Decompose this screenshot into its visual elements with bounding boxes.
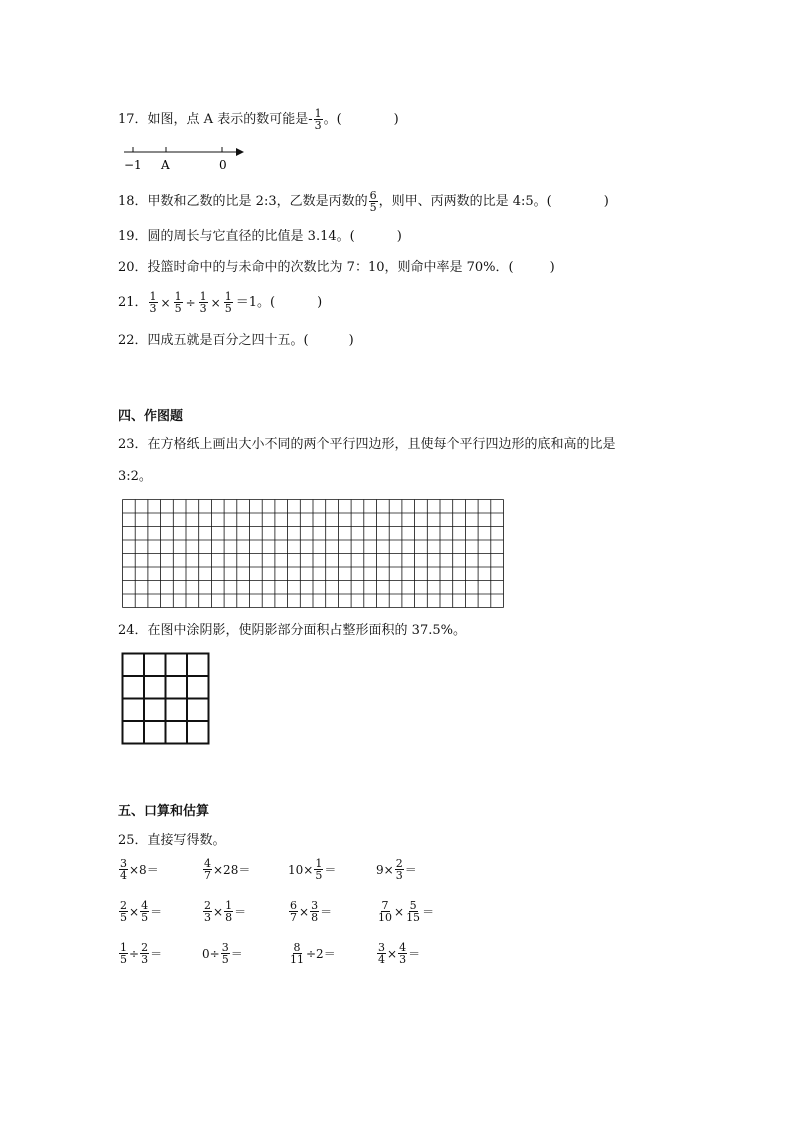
denominator: 11 <box>290 953 304 966</box>
denominator: 5 <box>315 869 323 882</box>
denominator: 5 <box>221 953 229 966</box>
calc-item <box>202 900 246 923</box>
denominator: 8 <box>225 911 233 924</box>
fraction <box>140 942 149 965</box>
label-0: 0 <box>219 158 227 172</box>
paren-close: ) <box>393 111 399 127</box>
numerator: 3 <box>311 899 319 912</box>
question-text-end: ，则甲、丙两数的比是 4:5。( <box>378 193 552 209</box>
calc-text: ×28＝ <box>213 863 251 877</box>
denominator: 3 <box>204 911 211 924</box>
numerator: 1 <box>315 857 323 870</box>
calc-text: × <box>129 904 140 919</box>
calc-text: ＝ <box>150 947 163 961</box>
numerator: 1 <box>314 107 322 120</box>
paren-close: ) <box>317 294 323 310</box>
numerator: 5 <box>409 899 417 912</box>
calc-text: ＝ <box>230 947 243 961</box>
fraction <box>405 900 421 923</box>
denominator: 5 <box>120 953 127 966</box>
denominator: 3 <box>314 119 322 132</box>
question-19 <box>118 228 402 246</box>
calc-text: ＝ <box>324 863 337 877</box>
fraction <box>203 900 212 923</box>
calc-text: × <box>394 904 405 919</box>
numerator: 4 <box>204 857 211 870</box>
denominator: 5 <box>120 911 127 924</box>
numerator: 2 <box>120 899 127 912</box>
calc-text: 0÷ <box>202 946 220 961</box>
denominator: 5 <box>369 201 377 214</box>
calc-item <box>288 942 336 965</box>
shading-grid[interactable] <box>121 652 211 746</box>
question-text: 18．甲数和乙数的比是 2:3，乙数是丙数的 <box>118 193 368 209</box>
label-a: A <box>161 158 170 172</box>
fraction <box>395 858 404 881</box>
fraction <box>119 942 128 965</box>
calc-item <box>376 858 417 881</box>
section-title-5: 五、口算和估算 <box>118 804 210 819</box>
denominator: 3 <box>199 302 207 315</box>
denominator: 3 <box>149 302 157 315</box>
denominator: 7 <box>204 869 211 882</box>
question-text: 19．圆的周长与它直径的比值是 3.14。( <box>118 229 355 244</box>
fraction <box>140 900 149 923</box>
denominator: 7 <box>290 911 297 924</box>
fraction <box>174 291 183 314</box>
operator: × <box>210 295 221 310</box>
fraction <box>314 108 323 131</box>
numerator: 1 <box>149 290 157 303</box>
calc-text: × <box>299 904 310 919</box>
question-text-end: ＝1。( <box>235 294 276 310</box>
question-23-line1: 23．在方格纸上画出大小不同的两个平行四边形，且使每个平行四边形的底和高的比是 <box>118 437 616 452</box>
fraction <box>289 900 298 923</box>
numerator: 1 <box>225 899 233 912</box>
numerator: 4 <box>141 899 149 912</box>
calc-text: ×8＝ <box>129 863 159 877</box>
denominator: 3 <box>399 953 407 966</box>
question-24: 24．在图中涂阴影，使阴影部分面积占整形面积的 37.5%。 <box>118 623 466 638</box>
denominator: 3 <box>395 869 403 882</box>
question-21 <box>118 291 322 314</box>
denominator: 8 <box>311 911 319 924</box>
calc-item <box>376 900 434 923</box>
question-text: 22．四成五就是百分之四十五。( <box>118 333 309 348</box>
fraction <box>221 942 230 965</box>
numerator: 1 <box>199 290 207 303</box>
question-17 <box>118 108 399 131</box>
fraction <box>119 900 128 923</box>
calc-text: ÷ <box>129 946 140 961</box>
numerator: 1 <box>174 290 182 303</box>
denominator: 4 <box>120 869 127 882</box>
fraction <box>377 900 393 923</box>
numerator: 2 <box>395 857 403 870</box>
question-25: 25．直接写得数。 <box>118 833 226 848</box>
denominator: 5 <box>141 911 149 924</box>
operator: × <box>160 295 171 310</box>
numerator: 6 <box>290 899 297 912</box>
number-line <box>118 140 248 174</box>
numerator: 6 <box>369 189 377 202</box>
numerator: 3 <box>378 941 385 954</box>
fraction <box>289 942 305 965</box>
calc-item <box>202 858 250 881</box>
calc-item <box>376 942 420 965</box>
fraction <box>199 291 208 314</box>
fraction <box>224 900 233 923</box>
paren-close: ) <box>603 193 609 209</box>
calc-text: ＝ <box>408 947 421 961</box>
denominator: 15 <box>406 911 421 924</box>
fraction <box>377 942 386 965</box>
denominator: 4 <box>378 953 385 966</box>
fraction <box>314 858 323 881</box>
question-23-line2: 3:2。 <box>118 469 152 484</box>
calc-text: × <box>213 904 224 919</box>
calc-text: ＝ <box>404 863 417 877</box>
numerator: 3 <box>221 941 229 954</box>
question-text-end: 。( <box>323 111 342 127</box>
fraction <box>224 291 233 314</box>
fraction <box>119 858 128 881</box>
question-20 <box>118 259 555 277</box>
numerator: 1 <box>120 941 127 954</box>
numerator: 7 <box>381 899 389 912</box>
calc-item <box>118 942 162 965</box>
calc-item <box>202 942 243 965</box>
denominator: 3 <box>141 953 149 966</box>
calc-text: ＝ <box>320 905 333 919</box>
calc-text: ＝ <box>150 905 163 919</box>
denominator: 5 <box>174 302 182 315</box>
label-neg1: −1 <box>124 158 142 172</box>
fraction <box>398 942 407 965</box>
calc-text: ＝ <box>422 905 435 919</box>
question-number: 21． <box>118 294 148 310</box>
numerator: 2 <box>204 899 211 912</box>
numerator: 3 <box>120 857 127 870</box>
calc-text: 9× <box>376 862 394 877</box>
calc-item <box>118 858 159 881</box>
numerator: 2 <box>141 941 149 954</box>
fraction <box>203 858 212 881</box>
denominator: 5 <box>224 302 232 315</box>
calc-text: × <box>387 946 398 961</box>
numerator: 8 <box>293 941 301 954</box>
numerator: 1 <box>224 290 232 303</box>
numerator: 4 <box>399 941 407 954</box>
calc-text: 10× <box>288 862 314 877</box>
operator: ÷ <box>185 295 196 310</box>
question-text: 如图，点 A 表示的数可能是- <box>147 111 313 127</box>
question-18 <box>118 190 609 213</box>
paren-close: ) <box>348 333 354 348</box>
fraction <box>369 190 378 213</box>
calc-text: ÷2＝ <box>306 947 336 961</box>
fraction <box>149 291 158 314</box>
grid-paper[interactable] <box>122 499 506 610</box>
section-title-4: 四、作图题 <box>118 409 184 424</box>
calc-item <box>288 900 332 923</box>
question-text: 20．投篮时命中的与未命中的次数比为 7：10，则命中率是 70%．( <box>118 260 514 275</box>
question-number: 17． <box>118 111 148 127</box>
fraction <box>310 900 319 923</box>
calc-item <box>118 900 162 923</box>
question-22 <box>118 332 354 350</box>
paren-close: ) <box>396 229 402 244</box>
calc-item <box>288 858 336 881</box>
paren-close: ) <box>549 260 555 275</box>
calc-text: ＝ <box>234 905 247 919</box>
denominator: 10 <box>378 911 392 924</box>
